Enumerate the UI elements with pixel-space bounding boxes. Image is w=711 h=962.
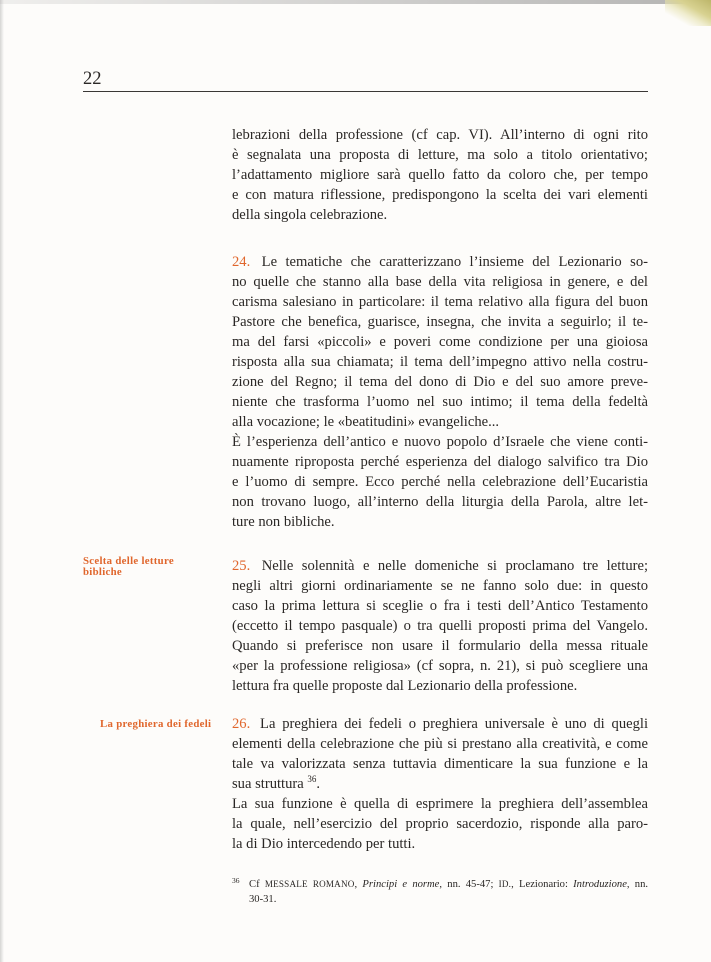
margin-note-preghiera-fedeli xyxy=(100,719,230,730)
page-number: 22 xyxy=(83,69,102,89)
body-line-punctuation: . xyxy=(316,776,321,792)
margin-note-line: Scelta delle letture xyxy=(83,555,174,567)
body-line: È l’esperienza dell’antico e nuovo popolo d’Israele che viene conti- xyxy=(232,434,648,450)
margin-note-line: La preghiera dei fedeli xyxy=(100,718,212,730)
footnote-author: MESSALE ROMANO xyxy=(264,879,355,889)
footnote-separator: , xyxy=(354,879,358,890)
body-line: ture non bibliche. xyxy=(232,514,335,530)
body-line: caso la prima lettura si sceglie o fra i testi dell’Antico Testamento xyxy=(232,598,648,614)
body-line xyxy=(232,714,648,734)
footnote-marker: 36 xyxy=(232,876,240,885)
body-line: e l’uomo di sempre. Ecco perché nella celebrazione dell’Eucaristia xyxy=(232,474,648,490)
body-line: no quelle che stanno alla base della vita religiosa in genere, e del xyxy=(232,274,648,290)
margin-note-line: bibliche xyxy=(83,565,122,578)
body-line: tale va valorizzata senza tuttavia dimenticare la sua funzione e la xyxy=(232,756,648,772)
footnote-title-2: Introduzione xyxy=(573,879,627,890)
body-line: zione del Regno; il tema del dono di Dio e del suo amore preve- xyxy=(232,374,648,390)
footnote-reference-1: , nn. 45-47; xyxy=(439,879,494,890)
body-line-text: Nelle solennità e nelle domeniche si proclamano tre letture; xyxy=(261,558,648,574)
body-line: e con matura riflessione, predispongono la scelta dei vari elementi xyxy=(232,187,648,203)
footnote-cf: Cf xyxy=(249,879,260,890)
body-line: «per la professione religiosa» (cf sopra, n. 21), si può scegliere una xyxy=(232,658,648,674)
footnote-ibid: ID. xyxy=(498,879,512,889)
body-line: non trovano luogo, all’interno della liturgia della Parola, altre let- xyxy=(232,494,648,510)
header-rule xyxy=(83,91,648,92)
paragraph-26 xyxy=(232,714,648,854)
footnote-reference-2: , Lezionario: xyxy=(511,879,568,890)
paragraph-25 xyxy=(232,556,648,696)
paragraph-24 xyxy=(232,252,648,532)
paragraph-number: 24. xyxy=(232,254,251,270)
margin-note-scelta-letture xyxy=(83,556,213,577)
body-line: risposta alla sua chiamata; il tema dell’impegno attivo nella costru- xyxy=(232,354,648,370)
paragraph-number: 26. xyxy=(232,716,251,732)
footnote-line: 30-31. xyxy=(249,894,277,905)
body-line: l’adattamento migliore sarà quello fatto da coloro che, per tempo xyxy=(232,167,648,183)
body-line xyxy=(232,774,648,794)
body-line: niente che trasforma l’uomo nel suo intimo; il tema della fedeltà xyxy=(232,394,648,410)
body-line: nuamente riproposta perché esperienza del dialogo salvifico tra Dio xyxy=(232,454,648,470)
body-line-text: La preghiera dei fedeli o preghiera universale è uno di quegli xyxy=(260,716,648,732)
body-line: (eccetto il tempo pasquale) o tra quelli proposti prima del Vangelo. xyxy=(232,618,648,634)
body-line: carisma salesiano in particolare: il tema relativo alla figura del buon xyxy=(232,294,648,310)
body-line: lettura fra quelle proposte dal Lezionario della professione. xyxy=(232,678,578,694)
paragraph-number: 25. xyxy=(232,558,251,574)
paragraph-continuation xyxy=(232,125,648,225)
body-line: Quando si preferisce non usare il formulario della messa rituale xyxy=(232,638,648,654)
body-line: della singola celebrazione. xyxy=(232,207,388,223)
body-line: alla vocazione; le «beatitudini» evangeliche... xyxy=(232,414,500,430)
body-line: Pastore che benefica, guarisce, insegna, che invita a seguirlo; il te- xyxy=(232,314,648,330)
page-top-edge-shadow xyxy=(0,0,711,4)
footnote-reference: 36 xyxy=(307,774,317,785)
body-line: è segnalata una proposta di letture, ma solo a titolo orientativo; xyxy=(232,147,648,163)
body-line xyxy=(232,252,648,272)
body-line: La sua funzione è quella di esprimere la preghiera dell’assemblea xyxy=(232,796,648,812)
footnote-line xyxy=(249,877,648,892)
body-line-text: Le tematiche che caratterizzano l’insieme del Lezionario so- xyxy=(261,254,648,270)
footnote-title: Principi e norme xyxy=(362,879,440,890)
body-line: elementi della celebrazione che più si prestano alla creatività, e come xyxy=(232,736,648,752)
body-line: la quale, nell’esercizio del proprio sacerdozio, risponde alla paro- xyxy=(232,816,648,832)
page-left-edge-shadow xyxy=(0,0,4,962)
body-line: negli altri giorni ordinariamente se ne fanno solo due: in questo xyxy=(232,578,648,594)
body-line xyxy=(232,556,648,576)
footnote-reference-3: , nn. xyxy=(626,879,648,890)
body-line: lebrazioni della professione (cf cap. VI). All’interno di ogni rito xyxy=(232,127,648,143)
body-line: ma del farsi «piccoli» e poveri come condizione per una gioiosa xyxy=(232,334,648,350)
page-corner-discoloration xyxy=(665,0,711,26)
body-line-text: sua struttura xyxy=(232,776,304,792)
body-line: la di Dio intercedendo per tutti. xyxy=(232,836,416,852)
